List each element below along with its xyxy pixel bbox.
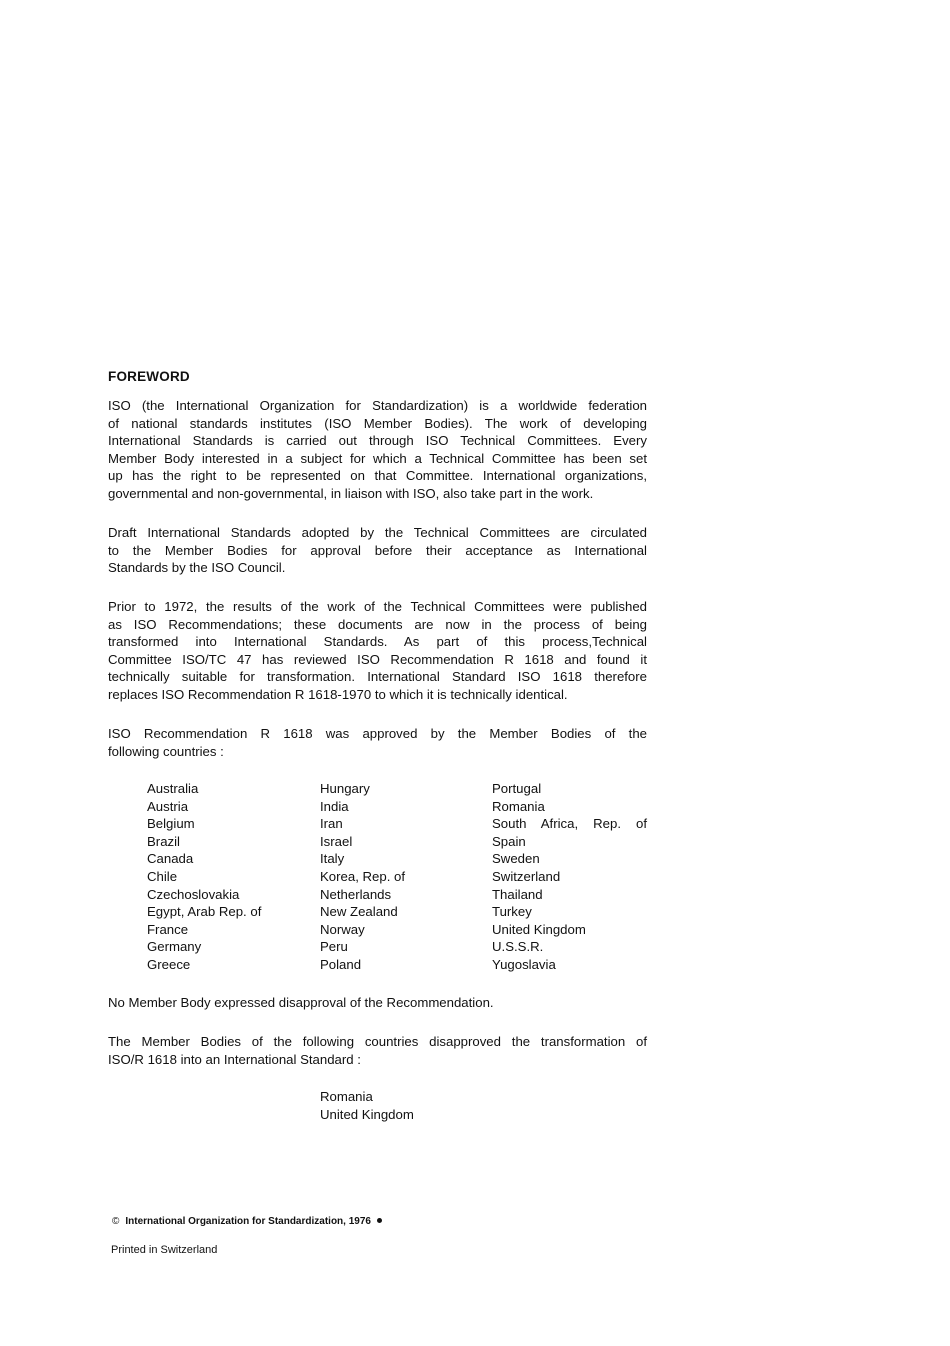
country-item: Austria [147, 798, 189, 814]
country-item: Egypt, Arab Rep. of [147, 904, 262, 920]
country-item: Brazil [147, 833, 180, 849]
paragraph-line: technically suitable for transformation. International Standard ISO 1618 therefore [108, 669, 647, 685]
copyright-symbol: © [112, 1216, 120, 1227]
paragraph-draft-standards [108, 524, 647, 577]
paragraph-line: ISO Recommendation R 1618 was approved by the Member Bodies of the [108, 726, 647, 741]
foreword-heading: FOREWORD [108, 369, 190, 384]
copyright-notice [112, 1216, 382, 1227]
country-item: South Africa, Rep. of [492, 816, 647, 832]
country-item: France [147, 921, 189, 937]
paragraph-no-disapproval [108, 994, 647, 1012]
country-item: Australia [147, 781, 199, 796]
copyright-text: International Organization for Standardization, 1976 [125, 1216, 371, 1227]
country-item: Czechoslovakia [147, 886, 240, 902]
paragraph-prior-1972 [108, 598, 647, 704]
country-item: Netherlands [320, 886, 392, 902]
paragraph-line: International Standards is carried out through ISO Technical Committees. Every [108, 433, 647, 449]
paragraph-iso-intro [108, 397, 647, 503]
country-item: Israel [320, 833, 353, 849]
country-item: Thailand [492, 886, 543, 902]
country-item: India [320, 798, 349, 814]
paragraph-line: ISO (the International Organization for Standardization) is a worldwide federation [108, 398, 647, 413]
country-item: Romania [320, 1089, 373, 1104]
country-item: New Zealand [320, 904, 398, 920]
paragraph-line: ISO/R 1618 into an International Standard : [108, 1051, 361, 1067]
paragraph-line: transformed into International Standards. As part of this process,Technical [108, 634, 647, 650]
country-item: Hungary [320, 781, 370, 796]
paragraph-line: Prior to 1972, the results of the work of the Technical Committees were published [108, 599, 647, 614]
country-item: Chile [147, 868, 178, 884]
country-item: Turkey [492, 904, 532, 920]
country-item: United Kingdom [492, 921, 586, 937]
country-item: Switzerland [492, 868, 561, 884]
paragraph-line: to the Member Bodies for approval before their acceptance as International [108, 542, 647, 558]
paragraph-line: No Member Body expressed disapproval of the Recommendation. [108, 995, 494, 1010]
country-item: Italy [320, 851, 345, 867]
country-item: United Kingdom [320, 1106, 414, 1122]
country-item: Yugoslavia [492, 956, 556, 972]
countries-column-2 [320, 780, 492, 974]
paragraph-line: up has the right to be represented on that Committee. International organizations, [108, 468, 647, 484]
approving-countries-list [147, 780, 647, 980]
paragraph-line: Committee ISO/TC 47 has reviewed ISO Recommendation R 1618 and found it [108, 651, 647, 667]
paragraph-line: as ISO Recommendations; these documents are now in the process of being [108, 616, 647, 632]
country-item: Germany [147, 939, 202, 955]
country-item: Spain [492, 833, 526, 849]
paragraph-line: following countries : [108, 743, 224, 759]
country-item: U.S.S.R. [492, 939, 544, 955]
country-item: Greece [147, 956, 191, 972]
country-item: Sweden [492, 851, 540, 867]
country-item: Iran [320, 816, 343, 832]
country-item: Canada [147, 851, 194, 867]
country-item: Peru [320, 939, 348, 955]
country-item: Portugal [492, 781, 542, 796]
bullet-icon [377, 1218, 382, 1223]
paragraph-line: of national standards institutes (ISO Member Bodies). The work of developing [108, 415, 647, 431]
paragraph-line: replaces ISO Recommendation R 1618-1970 to which it is technically identical. [108, 686, 568, 702]
country-item: Belgium [147, 816, 195, 832]
printed-in-notice: Printed in Switzerland [111, 1244, 218, 1256]
country-item: Romania [492, 798, 545, 814]
countries-column-1 [147, 780, 319, 974]
paragraph-line: The Member Bodies of the following countries disapproved the transformation of [108, 1034, 647, 1049]
paragraph-line: Member Body interested in a subject for which a Technical Committee has been set [108, 450, 647, 466]
disapproving-countries-list [320, 1088, 414, 1123]
country-item: Norway [320, 921, 365, 937]
country-item: Korea, Rep. of [320, 868, 406, 884]
paragraph-disapproval [108, 1033, 647, 1068]
paragraph-line: Standards by the ISO Council. [108, 560, 286, 576]
country-item: Poland [320, 956, 362, 972]
paragraph-approval [108, 725, 647, 760]
paragraph-line: governmental and non-governmental, in liaison with ISO, also take part in the work. [108, 485, 594, 501]
paragraph-line: Draft International Standards adopted by the Technical Committees are circulated [108, 525, 647, 540]
countries-column-3 [492, 780, 647, 974]
